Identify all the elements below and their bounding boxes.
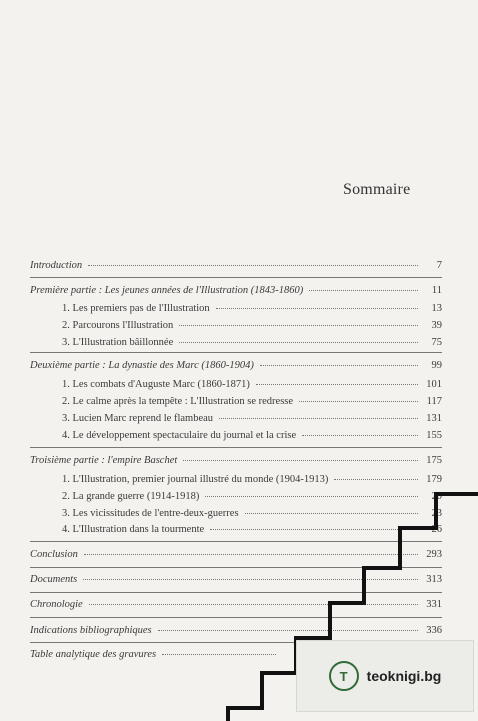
- toc-label: 1. Les combats d'Auguste Marc (1860-1871): [62, 379, 250, 390]
- watermark-site-name: teoknigi.bg: [366, 668, 442, 684]
- toc-page-number: 13: [431, 303, 442, 314]
- toc-label: Deuxième partie : La dynastie des Marc (1860-1904): [30, 360, 254, 371]
- toc-page-number: 179: [426, 474, 442, 485]
- toc-label: Conclusion: [30, 549, 78, 560]
- toc-page-number: 293: [426, 549, 442, 560]
- toc-page-number: 313: [426, 574, 442, 585]
- page-title: Sommaire: [343, 181, 411, 198]
- toc-page-number: 155: [426, 430, 442, 441]
- toc-label: Première partie : Les jeunes années de l'Illustration (1843-1860): [30, 285, 304, 296]
- toc-label: 3. Lucien Marc reprend le flambeau: [62, 413, 214, 424]
- toc-page-number: 175: [426, 455, 442, 466]
- toc-page-number: 131: [426, 413, 442, 424]
- toc-page-number: 336: [426, 625, 442, 636]
- toc-page-number: 7: [436, 260, 442, 271]
- toc-label: 1. Les premiers pas de l'Illustration: [62, 303, 210, 314]
- toc-page-number: 331: [426, 599, 442, 610]
- toc-label: 2. Le calme après la tempête : L'Illustration se redresse: [62, 396, 294, 407]
- toc-label: Documents: [30, 574, 78, 585]
- toc-page-number: 11: [431, 285, 442, 296]
- toc-label: 4. Le développement spectaculaire du journal et la crise: [62, 430, 297, 441]
- toc-label: Chronologie: [30, 599, 83, 610]
- toc-label: 2. La grande guerre (1914-1918): [62, 491, 200, 502]
- toc-page-number: 117: [426, 396, 442, 407]
- toc-label: 2. Parcourons l'Illustration: [62, 320, 174, 331]
- book-logo-icon: T: [329, 661, 359, 691]
- toc-label: Introduction: [30, 260, 83, 271]
- toc-label: 3. L'Illustration bâillonnée: [62, 337, 174, 348]
- toc-label: 1. L'Illustration, premier journal illustré du monde (1904-1913): [62, 474, 329, 485]
- toc-page-number: 99: [431, 360, 442, 371]
- toc-label: Troisième partie : l'empire Baschet: [30, 455, 178, 466]
- toc-page-number: 23: [431, 508, 442, 519]
- toc-page-number: 26: [431, 524, 442, 535]
- toc-page-number: 20: [431, 491, 442, 502]
- site-watermark: [296, 640, 474, 712]
- toc-label: Table analytique des gravures: [30, 649, 157, 660]
- toc-label: Indications bibliographiques: [30, 625, 152, 636]
- toc-page-number: 101: [426, 379, 442, 390]
- toc-page-number: 75: [431, 337, 442, 348]
- toc-label: 4. L'Illustration dans la tourmente: [62, 524, 205, 535]
- toc-label: 3. Les vicissitudes de l'entre-deux-guerres: [62, 508, 239, 519]
- toc-page-number: 39: [431, 320, 442, 331]
